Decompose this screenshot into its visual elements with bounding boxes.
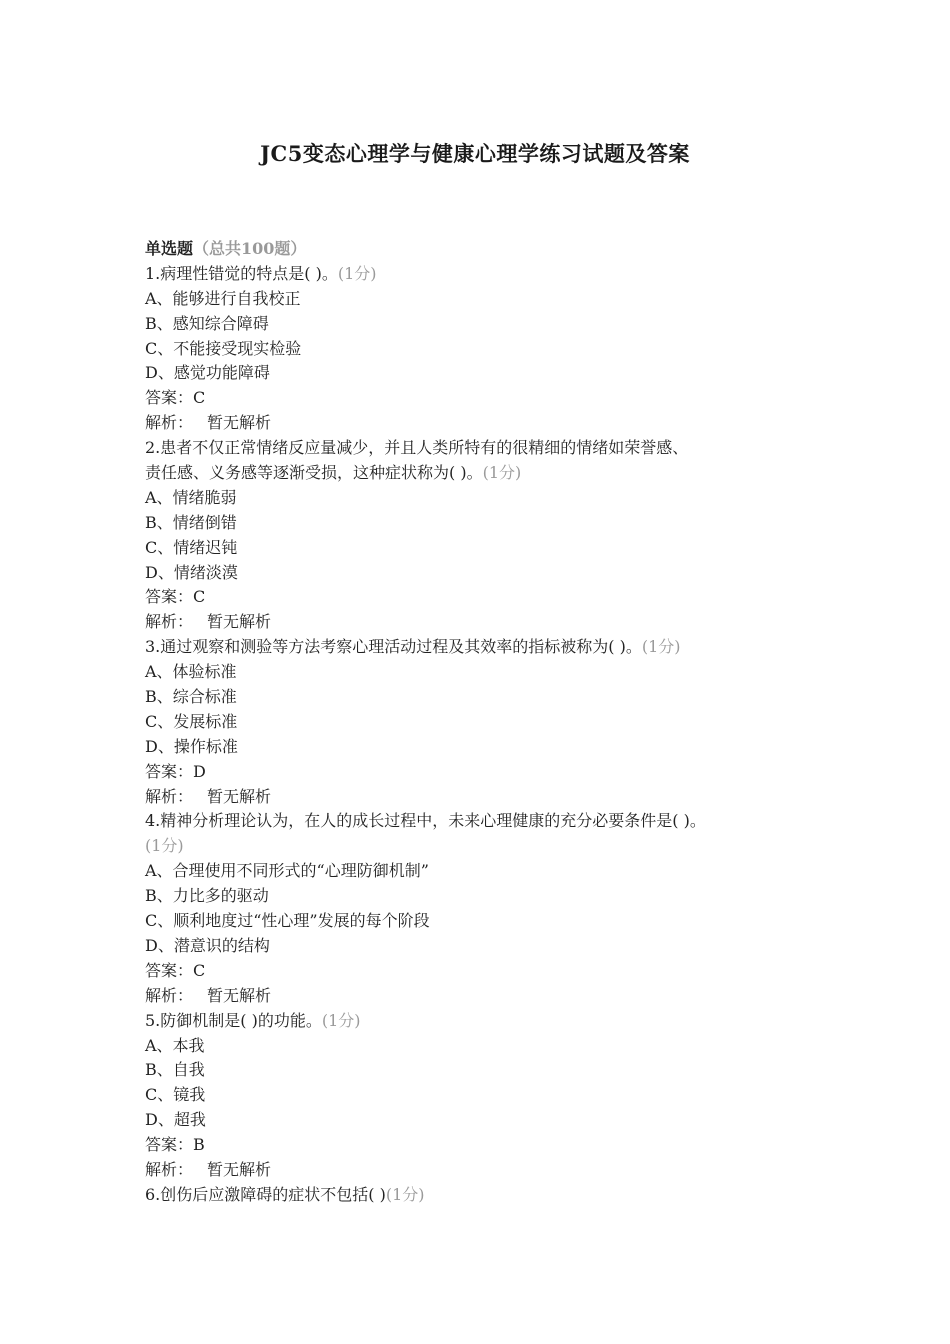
answer-option: A、情绪脆弱 [145, 487, 237, 507]
question-score: (1分) [321, 1010, 361, 1030]
explanation-line [145, 411, 825, 436]
answer-option: B、自我 [145, 1060, 205, 1080]
explanation-line [145, 1158, 825, 1183]
question-text-line [145, 809, 825, 834]
answer-line [145, 585, 825, 610]
answer-option: B、情绪倒错 [145, 512, 237, 532]
answer-option: D、操作标准 [145, 736, 238, 756]
question-text-line [145, 262, 825, 287]
question-text: 责任感、义务感等逐渐受损，这种症状称为( )。 [145, 463, 483, 483]
question-item [145, 1183, 825, 1208]
question-text: 2.患者不仅正常情绪反应量减少，并且人类所特有的很精细的情绪如荣誉感、 [145, 438, 689, 458]
answer-option: C、顺利地度过“性心理”发展的每个阶段 [145, 911, 430, 931]
answer-option: C、不能接受现实检验 [145, 338, 302, 358]
answer-value: D [193, 761, 206, 781]
question-item [145, 436, 825, 635]
answer-option: C、发展标准 [145, 711, 238, 731]
answer-line [145, 959, 825, 984]
answer-option: A、体验标准 [145, 662, 237, 682]
question-score: (1分) [337, 263, 377, 283]
answer-line [145, 386, 825, 411]
answer-option: B、感知综合障碍 [145, 313, 269, 333]
question-score: (1分) [641, 637, 681, 657]
answer-label: 答案： [145, 388, 194, 408]
question-text: 4.精神分析理论认为，在人的成长过程中，未来心理健康的充分必要条件是( )。 [145, 811, 706, 831]
explanation-line [145, 785, 825, 810]
question-score: (1分) [482, 463, 522, 483]
question-item [145, 635, 825, 809]
question-text-line [145, 1183, 825, 1208]
section-name: 单选题 [145, 239, 194, 258]
answer-option: D、潜意识的结构 [145, 935, 270, 955]
answer-option: B、力比多的驱动 [145, 886, 269, 906]
answer-option: B、综合标准 [145, 687, 237, 707]
explanation-line [145, 610, 825, 635]
question-text-line [145, 436, 825, 461]
answer-option: D、感觉功能障碍 [145, 363, 270, 383]
explanation-value: 暂无解析 [207, 1159, 272, 1179]
answer-option: A、本我 [145, 1035, 205, 1055]
question-score: (1分) [385, 1184, 425, 1204]
question-text: 1.病理性错觉的特点是( )。 [145, 263, 338, 283]
question-text-line [145, 1009, 825, 1034]
question-text-line [145, 834, 825, 859]
answer-value: C [193, 388, 206, 408]
answer-label: 答案： [145, 960, 194, 980]
answer-value: C [193, 587, 206, 607]
explanation-label: 解析： [145, 413, 194, 433]
question-text-line [145, 461, 825, 486]
question-list [145, 262, 825, 1208]
answer-line [145, 760, 825, 785]
explanation-value: 暂无解析 [207, 786, 272, 806]
question-text: 5.防御机制是( )的功能。 [145, 1010, 322, 1030]
explanation-value: 暂无解析 [207, 612, 272, 632]
question-item [145, 1009, 825, 1183]
explanation-label: 解析： [145, 985, 194, 1005]
document-title: JC5变态心理学与健康心理学练习试题及答案 [260, 141, 690, 166]
answer-option: A、能够进行自我校正 [145, 288, 301, 308]
explanation-label: 解析： [145, 612, 194, 632]
question-text-line [145, 635, 825, 660]
document-body [145, 237, 825, 1208]
answer-option: D、情绪淡漠 [145, 562, 238, 582]
answer-label: 答案： [145, 587, 194, 607]
answer-label: 答案： [145, 761, 194, 781]
answer-line [145, 1133, 825, 1158]
explanation-label: 解析： [145, 1159, 194, 1179]
explanation-label: 解析： [145, 786, 194, 806]
section-heading [145, 237, 825, 262]
question-text: 3.通过观察和测验等方法考察心理活动过程及其效率的指标被称为( )。 [145, 637, 642, 657]
answer-value: B [193, 1135, 205, 1155]
answer-option: C、情绪迟钝 [145, 537, 238, 557]
question-text: 6.创伤后应激障碍的症状不包括( ) [145, 1184, 386, 1204]
section-note: （总共100题） [193, 239, 307, 258]
answer-option: D、超我 [145, 1110, 206, 1130]
question-item [145, 809, 825, 1008]
answer-value: C [193, 960, 206, 980]
question-score: (1分) [145, 836, 184, 856]
question-item [145, 262, 825, 436]
explanation-line [145, 984, 825, 1009]
explanation-value: 暂无解析 [207, 413, 272, 433]
answer-option: A、合理使用不同形式的“心理防御机制” [145, 861, 429, 881]
answer-option: C、镜我 [145, 1085, 206, 1105]
answer-label: 答案： [145, 1135, 194, 1155]
explanation-value: 暂无解析 [207, 985, 272, 1005]
